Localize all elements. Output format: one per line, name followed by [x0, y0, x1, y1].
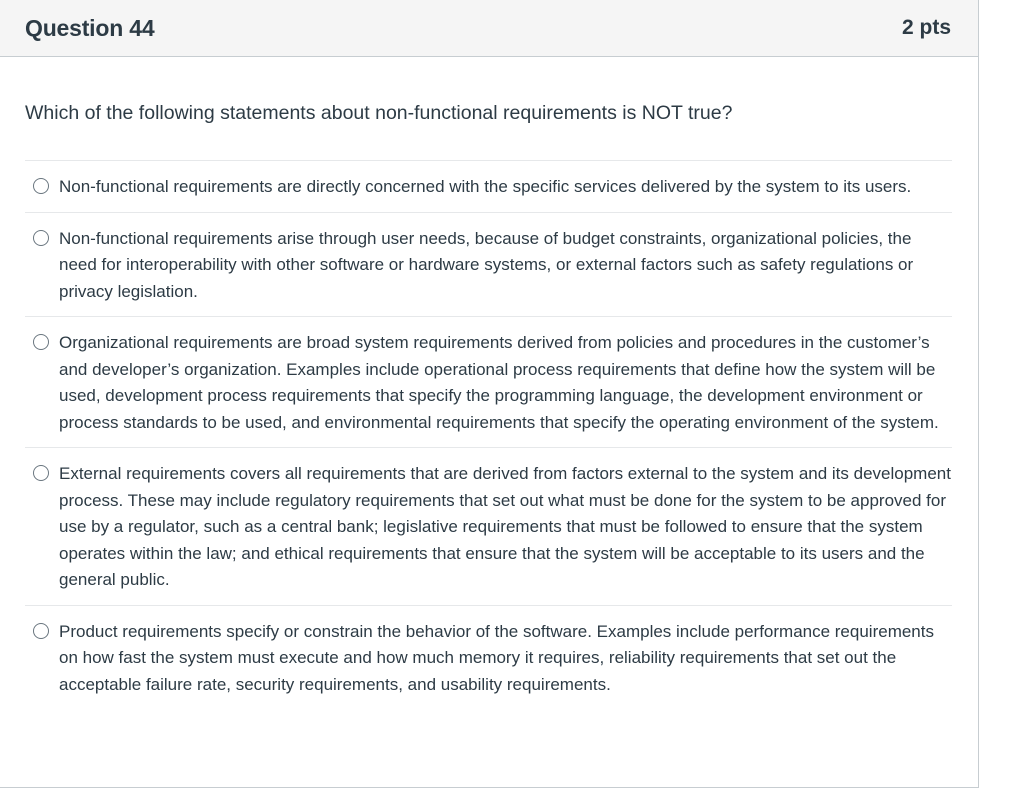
question-body — [0, 100, 978, 709]
radio-button-icon[interactable] — [33, 623, 49, 639]
radio-button-icon[interactable] — [33, 465, 49, 481]
answer-option-4[interactable] — [25, 448, 952, 606]
radio-button-icon[interactable] — [33, 334, 49, 350]
answer-option-5[interactable] — [25, 606, 952, 710]
answer-label[interactable]: Non-functional requirements arise through user needs, because of budget constraints, organizational policies, the need for interoperability with other software or hardware systems, or external factors such as safety regulations or privacy legislation. — [59, 228, 914, 301]
answer-list — [25, 160, 952, 709]
question-points: 2 pts — [901, 16, 951, 39]
question-header — [0, 0, 978, 57]
answer-option-2[interactable] — [25, 213, 952, 318]
radio-button-icon[interactable] — [33, 178, 49, 194]
question-text: Which of the following statements about non-functional requirements is NOT true? — [25, 102, 733, 124]
answer-label[interactable]: External requirements covers all requirements that are derived from factors external to the system and its development process. These may include regulatory requirements that set out what must be done for the system to be approved for use by a regulator, such as a central bank; legislative requirements that must be followed to ensure that the system operates within the law; and ethical requirements that ensure that the system will be acceptable to its users and the general public. — [59, 464, 951, 589]
question-title: Question 44 — [25, 14, 155, 41]
radio-button-icon[interactable] — [33, 230, 49, 246]
answer-label[interactable]: Product requirements specify or constrain the behavior of the software. Examples include performance requirements on how fast the system must execute and how much memory it requires, reliability requirements that set out the acceptable failure rate, security requirements, and usability requirements. — [59, 621, 934, 694]
answer-option-1[interactable] — [25, 161, 952, 213]
answer-option-3[interactable] — [25, 317, 952, 448]
answer-label[interactable]: Organizational requirements are broad system requirements derived from policies and procedures in the customer’s and developer’s organization. Examples include operational process requirements that define how the system will be used, development process requirements that specify the programming language, the development environment or process standards to be used, and environmental requirements that specify the operating environment of the system. — [59, 333, 939, 432]
answer-label[interactable]: Non-functional requirements are directly concerned with the specific services delivered by the system to its users. — [59, 177, 912, 196]
